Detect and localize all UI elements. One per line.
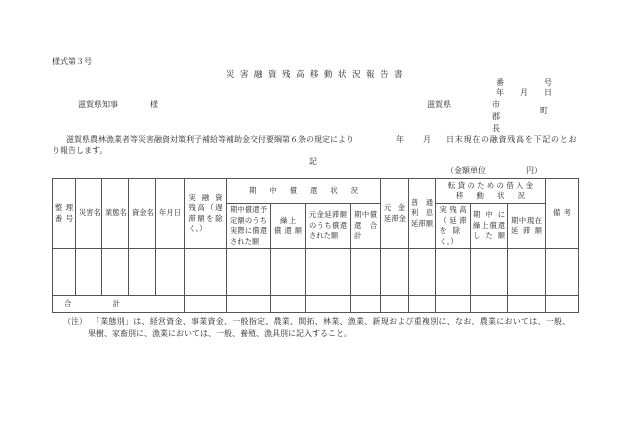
header-repayment-group xyxy=(227,179,381,204)
header-line: された額 xyxy=(309,231,339,241)
header-line: 滞額を除 xyxy=(188,213,223,223)
total-cell xyxy=(409,296,436,313)
total-cell xyxy=(306,296,351,313)
data-cell xyxy=(508,249,546,296)
data-cell xyxy=(471,249,508,296)
header-line: 定額のうち xyxy=(230,215,267,225)
header-business-type xyxy=(102,179,129,249)
data-cell xyxy=(102,249,129,296)
header-onlending-group xyxy=(436,179,546,204)
header-line: 還合 xyxy=(354,220,378,230)
document-title: 災害融資残高移動状況報告書 xyxy=(226,70,409,80)
header-onlending-early xyxy=(471,204,508,249)
data-cell xyxy=(351,249,381,296)
data-cell xyxy=(436,249,471,296)
ki-mark: 記 xyxy=(309,157,317,166)
header-serial-number xyxy=(53,179,76,249)
form-number: 様式第３号 xyxy=(52,57,92,66)
header-line: 繰上 xyxy=(280,215,296,225)
header-line: 計 xyxy=(354,231,362,241)
header-onlending-balance xyxy=(436,204,471,249)
header-line: 備考 xyxy=(553,208,572,218)
header-line: 利息 xyxy=(411,208,434,218)
header-line: 普通 xyxy=(411,197,434,207)
data-cell xyxy=(306,249,351,296)
note-label: （注） xyxy=(63,317,87,326)
total-cell xyxy=(351,296,381,313)
addressee: 滋賀県知事 様 xyxy=(78,100,158,109)
header-line: 実融資 xyxy=(188,192,223,202)
table-row xyxy=(53,249,579,296)
header-line: 移動状況 xyxy=(456,191,526,200)
header-disaster-name xyxy=(76,179,102,249)
unit-label: （金額単位 円） xyxy=(446,166,542,175)
intro-text-3: り報告します。 xyxy=(52,146,108,155)
intro-month: 月 xyxy=(423,135,431,144)
header-overdue-repaid xyxy=(306,204,351,249)
header-line: く。） xyxy=(439,236,458,246)
report-table xyxy=(52,178,579,313)
header-line: 資金名 xyxy=(132,208,154,218)
header-line: 災害名 xyxy=(79,208,101,218)
header-line: （延滞 xyxy=(439,215,467,225)
header-line: 番号 xyxy=(55,213,73,223)
header-line: 期中償還予 xyxy=(230,205,267,214)
header-line: 転貸のための借入金 xyxy=(448,180,534,190)
header-line: 実残高 xyxy=(439,205,467,214)
header-line: 繰上償還 xyxy=(473,220,506,230)
total-label-cell xyxy=(53,296,185,313)
header-line: 元金 xyxy=(384,203,406,212)
data-cell xyxy=(156,249,185,296)
total-cell xyxy=(227,296,271,313)
header-line: 年月日 xyxy=(159,208,181,218)
data-cell xyxy=(185,249,227,296)
total-cell xyxy=(471,296,508,313)
total-cell xyxy=(508,296,546,313)
header-interest-overdue xyxy=(409,179,436,249)
data-cell xyxy=(227,249,271,296)
header-line: を除 xyxy=(439,226,461,235)
document-date-line: 年 月 日 xyxy=(496,88,552,97)
header-repayment-total xyxy=(351,204,381,249)
intro-text-2: 日末現在の融資残高を下記のとお xyxy=(446,135,578,144)
total-row xyxy=(53,296,579,313)
header-remarks xyxy=(546,179,579,249)
header-line: く。） xyxy=(188,224,207,233)
sender-prefecture: 滋賀県 xyxy=(427,100,451,109)
data-cell xyxy=(271,249,306,296)
intro-year: 年 xyxy=(396,135,404,144)
note-line-1: 「業態別」は、経営資金、事業資金、一般指定、農業、開拓、林業、漁業、新規および重複別に、なお、農業においては、一般、 xyxy=(92,317,571,326)
sender-city: 市 xyxy=(492,100,500,109)
header-line: 期中償 xyxy=(354,210,378,220)
document-number-line: 番 号 xyxy=(496,78,552,87)
header-line: 延滞額 xyxy=(511,226,543,235)
header-line: された額 xyxy=(230,236,260,246)
data-cell xyxy=(53,249,76,296)
header-date xyxy=(156,179,185,249)
intro-text-1: 滋賀県農林漁業者等災害融資対策利子補給等補助金交付要綱第６条の規定により xyxy=(66,135,354,144)
sender-county: 郡 xyxy=(492,112,500,121)
header-fund-name xyxy=(129,179,156,249)
sender-head: 長 xyxy=(492,124,500,133)
header-line: 残高（遅 xyxy=(188,203,223,212)
header-principal-overdue xyxy=(381,179,409,249)
header-line: 期中現在 xyxy=(511,215,543,225)
header-onlending-overdue xyxy=(508,204,546,249)
note-line-2: 果樹、家畜別に、漁業においては、一般、養殖、漁具別に記入すること。 xyxy=(88,329,352,338)
data-cell xyxy=(381,249,409,296)
header-line: した額 xyxy=(473,231,506,241)
data-cell xyxy=(129,249,156,296)
header-line: 業態名 xyxy=(105,208,127,218)
total-cell xyxy=(271,296,306,313)
header-line: 実際に償還 xyxy=(230,226,267,235)
header-early-repayment xyxy=(271,204,306,249)
data-cell xyxy=(546,249,579,296)
header-scheduled-repaid xyxy=(227,204,271,249)
data-cell xyxy=(409,249,436,296)
header-line: 元金延滞額 xyxy=(309,210,347,220)
header-line: 延滞額 xyxy=(411,218,434,228)
total-label: 合計 xyxy=(64,298,120,308)
total-cell xyxy=(381,296,409,313)
sender-town: 町 xyxy=(540,106,548,115)
header-line: 整理 xyxy=(55,203,73,212)
data-cell xyxy=(76,249,102,296)
header-actual-balance xyxy=(185,179,227,249)
header-line: 償還額 xyxy=(274,226,302,235)
header-line: 延滞金 xyxy=(384,213,406,223)
total-cell xyxy=(546,296,579,313)
header-line: 期中償還状況 xyxy=(249,185,359,195)
header-line: のうち償還 xyxy=(309,220,347,230)
header-line: 期中に xyxy=(473,210,506,220)
total-cell xyxy=(185,296,227,313)
total-cell xyxy=(436,296,471,313)
